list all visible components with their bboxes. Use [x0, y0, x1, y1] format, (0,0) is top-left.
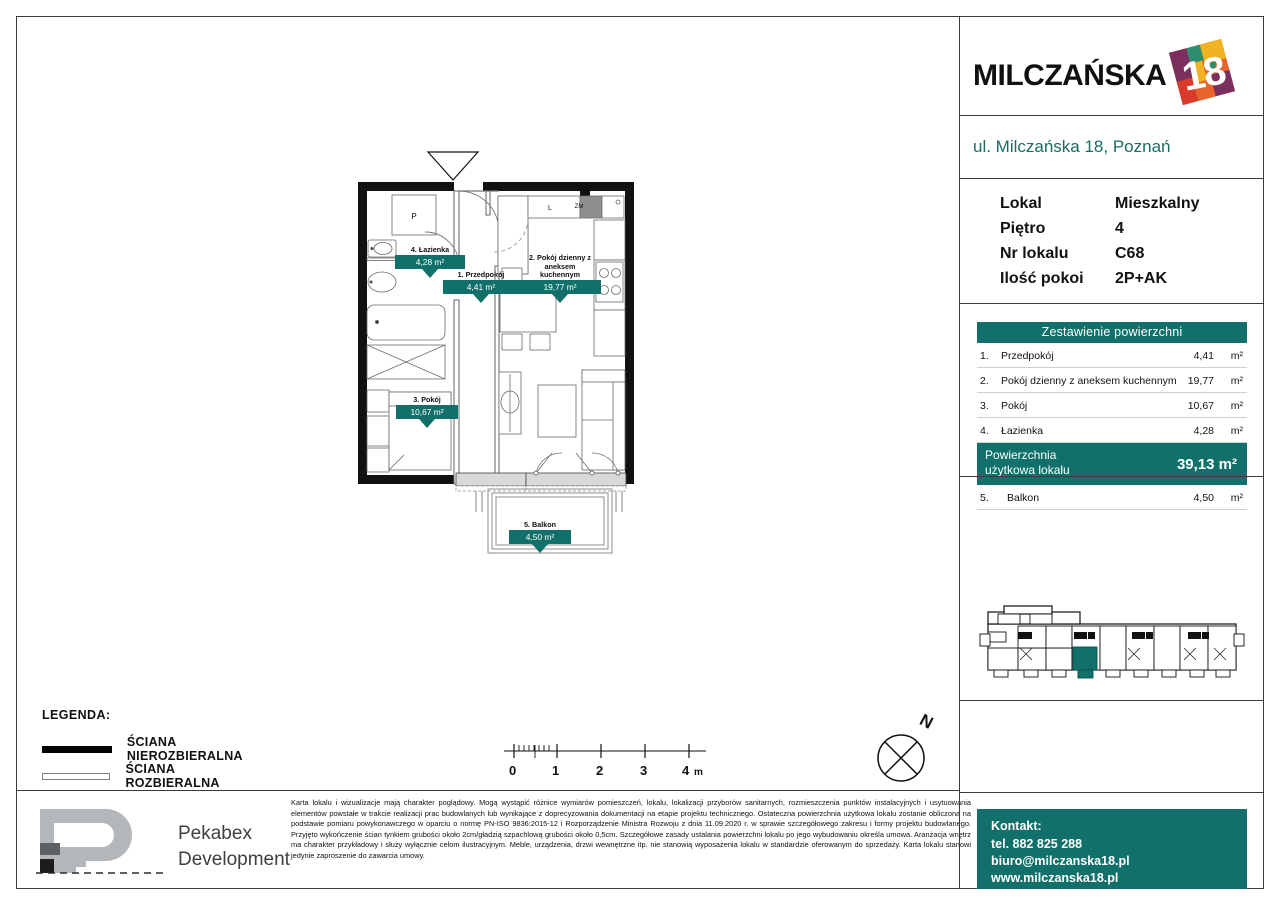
disclaimer-text: Karta lokalu i wizualizacje mają charakter poglądowy. Mogą wystąpić różnice wymiarów pomieszczeń, lokalu, lokalizacji przyborów sanitarnych, rozmieszczenia punktów instalacyjnych i usytuowania elementów powstałe w trakcie realizacji prac budowlanych lub wynikające z doprecyzowania dokumentacji na etapie projektu technicznego. Ostateczna powierzchnia użytkowa lokalu zostanie obliczona na podstawie pomiaru powykonawczego w oparciu o normę PN-ISO 9836:2015-12 i Rozporządzenie Ministra Rozwoju z dnia 11.09.2020 r. w sprawie szczegółowego zakresu i formy projektu budowlanego. Przyjęto wykończenie ścian tynkiem grubości około 2cm/gładzią szpachlową grubości około 0,5cm. Szczegółowe zasady ustalania powierzchni lokalu po jego wybudowaniu określa umowa. Aranżacja wnętrz ma charakter przykładowy i służy wyłącznie celom ilustracyjnym. Meble, urządzenia, drzwi wewnętrzne itp. nie stanowią wyposażenia lokalu w standardzie oferowanym do sprzedaży. Karta lokalu stanowi jedynie zaproszenie do zawarcia umowy. [291, 798, 971, 860]
brand-logo-cell [960, 17, 1264, 116]
room-tag-pokoj-dzienny [519, 254, 601, 294]
scale-tick-2: 2 [596, 763, 604, 778]
row-name: Pokój dzienny z aneksem kuchennym [1001, 375, 1177, 387]
contact-title: Kontakt: [991, 819, 1042, 833]
compass-rose-icon [868, 712, 948, 787]
unit-info-cell [960, 179, 1264, 304]
room-tag-pokoj [396, 396, 458, 419]
row-number: 2. [980, 375, 989, 387]
info-value-ilosc-pokoi: 2P+AK [1115, 270, 1168, 287]
legend [42, 708, 243, 790]
row-name: Pokój [1001, 400, 1028, 412]
row-unit: m² [1230, 425, 1243, 437]
row-unit: m² [1230, 375, 1243, 387]
row-name: Łazienka [1001, 425, 1044, 437]
info-value-nr-lokalu: C68 [1115, 245, 1145, 262]
scale-unit: m [694, 767, 703, 778]
pekabex-mark-icon [36, 805, 166, 877]
contact-website[interactable]: www.milczanska18.pl [991, 871, 1119, 885]
row-number: 5. [980, 492, 989, 504]
legend-item-rozbieralna [42, 762, 239, 790]
row-number: 1. [980, 350, 989, 362]
total-label-line2: użytkowa lokalu [985, 463, 1070, 477]
area-schedule-table [977, 322, 1247, 510]
scale-bar-graphic [500, 740, 710, 762]
room-tag-label-line1: 2. Pokój dzienny z [529, 253, 591, 262]
row-number: 4. [980, 425, 989, 437]
info-label-ilosc-pokoi: Ilość pokoi [1000, 270, 1084, 287]
row-value: 4,50 [1193, 492, 1214, 504]
room-tag-area: 4,28 m² [395, 255, 465, 269]
row-value: 4,28 [1193, 425, 1214, 437]
legend-item-nierozbieralna [42, 735, 261, 763]
room-tag-label: 1. Przedpokój [457, 270, 505, 279]
pekabex-name-line1: Pekabex [178, 823, 252, 844]
total-area-label [985, 448, 1070, 478]
panel-divider-1 [960, 476, 1264, 477]
row-value: 19,77 [1187, 375, 1214, 387]
legend-title: LEGENDA: [42, 708, 111, 722]
info-panel [959, 17, 1263, 888]
room-tag-label-line2: aneksem [544, 261, 576, 271]
address-cell [960, 116, 1264, 179]
building-key-plan [974, 602, 1250, 697]
legend-item-label: ŚCIANA ROZBIERALNA [125, 762, 220, 790]
room-tag-label-line3: kuchennym [540, 270, 580, 280]
room-tag-area: 10,67 m² [396, 405, 458, 419]
table-row-balkon [977, 485, 1247, 510]
room-tag-label: 4. Łazienka [410, 245, 450, 254]
svg-text:ZM: ZM [574, 204, 584, 210]
svg-text:P: P [411, 212, 417, 221]
total-area-row [977, 443, 1247, 485]
room-tag-area: 19,77 m² [519, 280, 601, 294]
info-label-pietro: Piętro [1000, 220, 1046, 237]
row-value: 4,41 [1193, 350, 1214, 362]
info-label-lokal: Lokal [1000, 195, 1042, 212]
table-row [977, 393, 1247, 418]
demountable-wall-swatch [42, 773, 110, 780]
row-unit: m² [1230, 350, 1243, 362]
info-value-pietro: 4 [1115, 220, 1124, 237]
scale-tick-4: 4 [682, 763, 690, 778]
pekabex-name [178, 821, 290, 873]
compass [868, 712, 948, 787]
pekabex-logo [36, 805, 290, 880]
table-row [977, 418, 1247, 443]
row-unit: m² [1230, 400, 1243, 412]
contact-phone[interactable]: tel. 882 825 288 [991, 837, 1083, 851]
row-unit: m² [1230, 492, 1243, 504]
panel-divider-2 [960, 700, 1264, 701]
info-label-nr-lokalu: Nr lokalu [1000, 245, 1069, 262]
room-tag-label [519, 254, 601, 280]
row-value: 10,67 [1187, 400, 1214, 412]
area-table-title: Zestawienie powierzchni [977, 322, 1247, 343]
brand-wordmark: MILCZAŃSKA [973, 59, 1167, 92]
row-name: Balkon [1007, 492, 1040, 504]
row-number: 3. [980, 400, 989, 412]
brand-badge-number: 18 [1178, 48, 1229, 100]
total-label-line1: Powierzchnia [985, 448, 1057, 462]
north-label: N [916, 710, 937, 733]
panel-divider-3 [960, 792, 1264, 793]
solid-wall-swatch [42, 746, 112, 753]
room-tag-area: 4,50 m² [509, 530, 571, 544]
room-tag-przedpokoj [443, 271, 519, 294]
brand-logo [973, 43, 1251, 101]
room-tag-balkon [509, 521, 571, 544]
address-text: ul. Milczańska 18, Poznań [973, 137, 1171, 156]
footer-divider [17, 790, 959, 791]
scale-bar [500, 740, 710, 785]
total-area-value: 39,13 m² [1176, 456, 1237, 473]
room-tag-label: 5. Balkon [524, 520, 556, 529]
legend-item-label: ŚCIANA NIEROZBIERALNA [126, 735, 243, 763]
row-name: Przedpokój [1001, 350, 1054, 362]
scale-tick-3: 3 [640, 763, 648, 778]
table-row [977, 343, 1247, 368]
contact-block [977, 809, 1247, 889]
table-row [977, 368, 1247, 393]
floor-plan-drawing [330, 140, 660, 570]
svg-text:L: L [548, 205, 552, 212]
pekabex-name-line2: Development [178, 849, 290, 870]
room-tag-label: 3. Pokój [413, 395, 441, 404]
room-tag-lazienka [395, 246, 465, 269]
scale-tick-1: 1 [552, 763, 560, 778]
highlighted-unit [1073, 647, 1097, 678]
scale-tick-0: 0 [509, 763, 517, 778]
room-tag-area: 4,41 m² [443, 280, 519, 294]
contact-email[interactable]: biuro@milczanska18.pl [991, 854, 1130, 868]
info-value-lokal: Mieszkalny [1115, 195, 1200, 212]
